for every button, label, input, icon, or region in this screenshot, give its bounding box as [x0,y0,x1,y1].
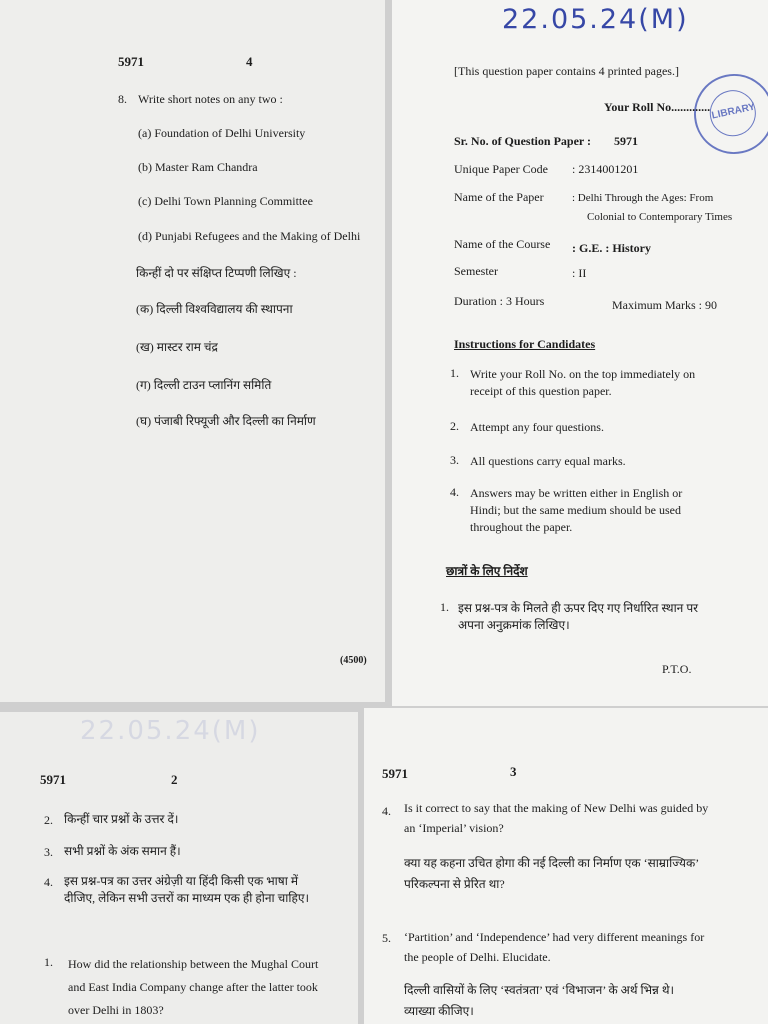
question-hindi: क्या यह कहना उचित होगा की नई दिल्ली का निर्माण एक ‘साम्राज्यिक’ परिकल्पना से प्रेरित था? [404,856,699,891]
page-4 [0,0,385,702]
question-number: 4. [382,804,391,818]
short-note-item: (a) Foundation of Delhi University [138,126,306,140]
question-text: How did the relationship between the Mughal Court and East India Company change after the latter took over Delhi in 1803? [68,957,319,1017]
question-text: Is it correct to say that the making of New Delhi was guided by an ‘Imperial’ vision? [404,801,709,835]
hindi-instructions-heading: छात्रों के लिए निर्देश [446,564,528,578]
pto-label: P.T.O. [662,662,692,676]
instruction-number: 4. [450,485,459,499]
hindi-item: (ग) दिल्ली टाउन प्लानिंग समिति [136,378,272,392]
hindi-item: (क) दिल्ली विश्वविद्यालय की स्थापना [136,302,293,316]
pages-note: [This question paper contains 4 printed pages.] [454,64,679,78]
course-value: : G.E. : History [572,241,651,255]
short-note-item: (c) Delhi Town Planning Committee [138,194,313,208]
semester-label: Semester [454,264,498,278]
duration: Duration : 3 Hours [454,294,545,308]
instructions-heading: Instructions for Candidates [454,337,596,351]
hindi-instruction-text: इस प्रश्न-पत्र का उत्तर अंग्रेज़ी या हिंदी किसी एक भाषा में दीजिए, लेकिन सभी उत्तरों का माध्यम एक ही होना चाहिए। [64,874,310,905]
question-hindi: दिल्ली वासियों के लिए ‘स्वतंत्रता’ एवं ‘विभाजन’ के अर्थ भिन्न थे। व्याख्या कीजिए। [404,983,675,1018]
page-2 [0,712,358,1024]
short-note-item: (b) Master Ram Chandra [138,160,258,174]
question-text: Write short notes on any two : [138,92,283,106]
question-text: ‘Partition’ and ‘Independence’ had very different meanings for the people of Delhi. Elucidate. [404,930,705,964]
roll-number-label: Your Roll No............. [604,100,711,114]
handwritten-date: 22.05.24(M) [502,4,689,35]
instruction-number: 3. [44,845,53,859]
paper-name-value: : Delhi Through the Ages: From [572,192,714,204]
instruction-text: All questions carry equal marks. [470,454,626,468]
page-3 [364,708,768,1024]
hindi-instruction-text: इस प्रश्न-पत्र के मिलते ही ऊपर दिए गए निर्धारित स्थान पर अपना अनुक्रमांक लिखिए। [458,601,699,632]
instruction-text: Attempt any four questions. [470,420,604,434]
paper-code: 5971 [118,54,144,69]
stamp-label: LIBRARY [710,101,757,122]
instruction-number: 1. [450,366,459,380]
paper-name-value-2: Colonial to Contemporary Times [587,211,733,223]
page-number: 4 [246,54,253,69]
hindi-item: (ख) मास्टर राम चंद्र [136,340,218,354]
bleed-through-date: 22.05.24(M) [80,716,261,746]
instruction-number: 4. [44,875,53,889]
upc-value: : 2314001201 [572,162,639,176]
question-number: 1. [44,955,53,969]
page-1 [392,0,768,706]
copies-count: (4500) [340,655,367,666]
hindi-item: (घ) पंजाबी रिफ्यूजी और दिल्ली का निर्माण [136,414,316,428]
question-number: 8. [118,92,127,106]
page-number: 2 [171,772,178,787]
paper-code: 5971 [40,772,66,787]
hindi-instruction-text: सभी प्रश्नों के अंक समान हैं। [64,844,181,858]
instruction-number: 2. [44,813,53,827]
hindi-heading: किन्हीं दो पर संक्षिप्त टिप्पणी लिखिए : [136,266,297,280]
instruction-number: 1. [440,600,449,614]
semester-value: : II [572,266,587,280]
max-marks: Maximum Marks : 90 [612,298,717,312]
instruction-number: 2. [450,419,459,433]
short-note-item: (d) Punjabi Refugees and the Making of Delhi [138,229,361,243]
instruction-text: Write your Roll No. on the top immediately on receipt of this question paper. [470,367,696,398]
question-number: 5. [382,931,391,945]
upc-label: Unique Paper Code [454,162,548,176]
serial-label: Sr. No. of Question Paper : [454,134,592,148]
instruction-number: 3. [450,453,459,467]
page-number: 3 [510,764,517,779]
paper-code: 5971 [382,766,408,781]
paper-name-label: Name of the Paper [454,190,544,204]
serial-value: 5971 [614,134,638,148]
hindi-instruction-text: किन्हीं चार प्रश्नों के उत्तर दें। [64,812,179,826]
instruction-text: Answers may be written either in English or Hindi; but the same medium should be used throughout the paper. [470,486,683,534]
course-label: Name of the Course [454,237,551,251]
